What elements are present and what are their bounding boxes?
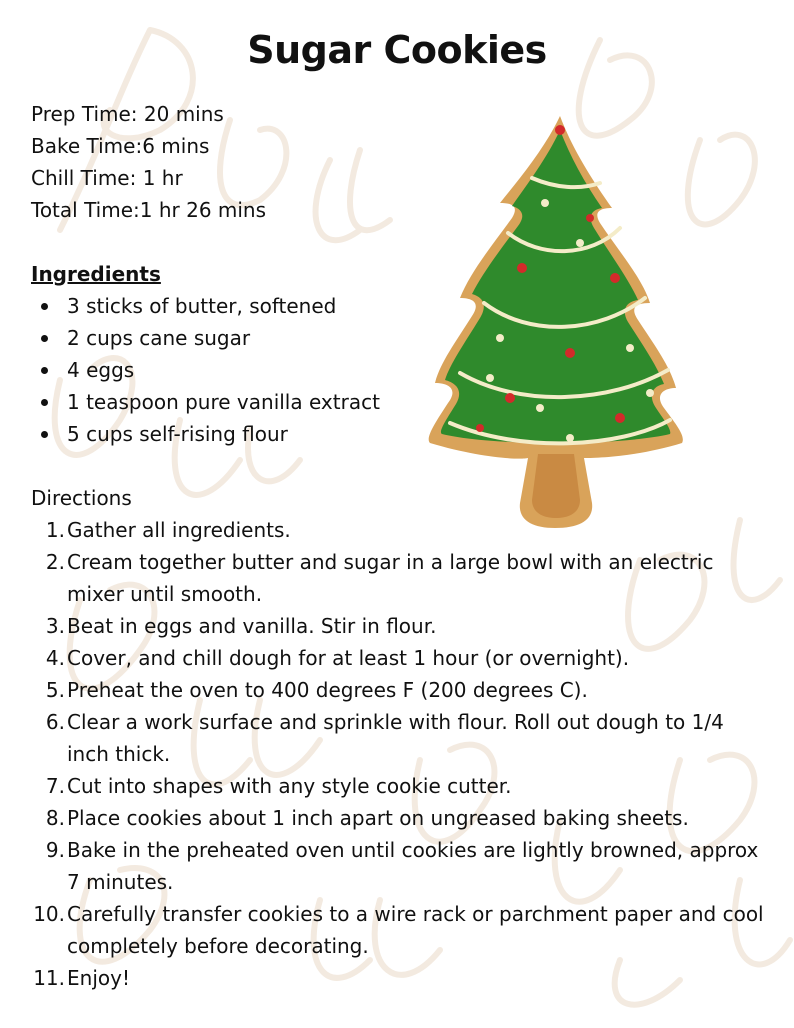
step-number: 3. — [45, 614, 65, 638]
step-text: Bake in the preheated oven until cookies are lightly browned, approx 7 minutes. — [67, 838, 759, 894]
total-time: Total Time:1 hr 26 mins — [31, 198, 267, 222]
recipe-times — [31, 98, 266, 226]
list-item — [31, 962, 771, 994]
ingredients-list — [31, 290, 380, 450]
step-number: 8. — [45, 806, 65, 830]
list-item: 4 eggs — [31, 354, 380, 386]
bake-time: Bake Time:6 mins — [31, 134, 210, 158]
page-title: Sugar Cookies — [247, 28, 547, 72]
step-text: Cut into shapes with any style cookie cutter. — [67, 774, 512, 798]
step-text: Preheat the oven to 400 degrees F (200 degrees C). — [67, 678, 588, 702]
step-text: Gather all ingredients. — [67, 518, 291, 542]
chill-time: Chill Time: 1 hr — [31, 166, 183, 190]
step-number: 4. — [45, 646, 65, 670]
list-item — [31, 610, 771, 642]
list-item — [31, 706, 771, 770]
step-number: 9. — [45, 838, 65, 862]
step-text: Cream together butter and sugar in a large bowl with an electric mixer until smooth. — [67, 550, 714, 606]
step-number: 7. — [45, 774, 65, 798]
list-item — [31, 770, 771, 802]
step-number: 2. — [45, 550, 65, 574]
step-number: 6. — [45, 710, 65, 734]
list-item: 3 sticks of butter, softened — [31, 290, 380, 322]
step-text: Place cookies about 1 inch apart on ungreased baking sheets. — [67, 806, 689, 830]
list-item — [31, 514, 771, 546]
step-text: Enjoy! — [67, 966, 130, 990]
list-item — [31, 546, 771, 610]
list-item: 2 cups cane sugar — [31, 322, 380, 354]
list-item: 5 cups self-rising flour — [31, 418, 380, 450]
step-text: Carefully transfer cookies to a wire rack or parchment paper and cool completely before decorating. — [67, 902, 764, 958]
list-item — [31, 834, 771, 898]
list-item — [31, 802, 771, 834]
step-number: 1. — [45, 518, 65, 542]
christmas-tree-cookie-icon — [420, 108, 690, 538]
list-item — [31, 642, 771, 674]
step-text: Clear a work surface and sprinkle with flour. Roll out dough to 1/4 inch thick. — [67, 710, 724, 766]
directions-heading: Directions — [31, 486, 132, 510]
list-item — [31, 898, 771, 962]
list-item: 1 teaspoon pure vanilla extract — [31, 386, 380, 418]
directions-list — [31, 514, 771, 994]
ingredients-heading: Ingredients — [31, 262, 161, 286]
step-number: 5. — [45, 678, 65, 702]
step-text: Beat in eggs and vanilla. Stir in flour. — [67, 614, 437, 638]
step-text: Cover, and chill dough for at least 1 hour (or overnight). — [67, 646, 630, 670]
step-number: 11. — [33, 966, 65, 990]
list-item — [31, 674, 771, 706]
step-number: 10. — [33, 902, 65, 926]
prep-time: Prep Time: 20 mins — [31, 102, 224, 126]
